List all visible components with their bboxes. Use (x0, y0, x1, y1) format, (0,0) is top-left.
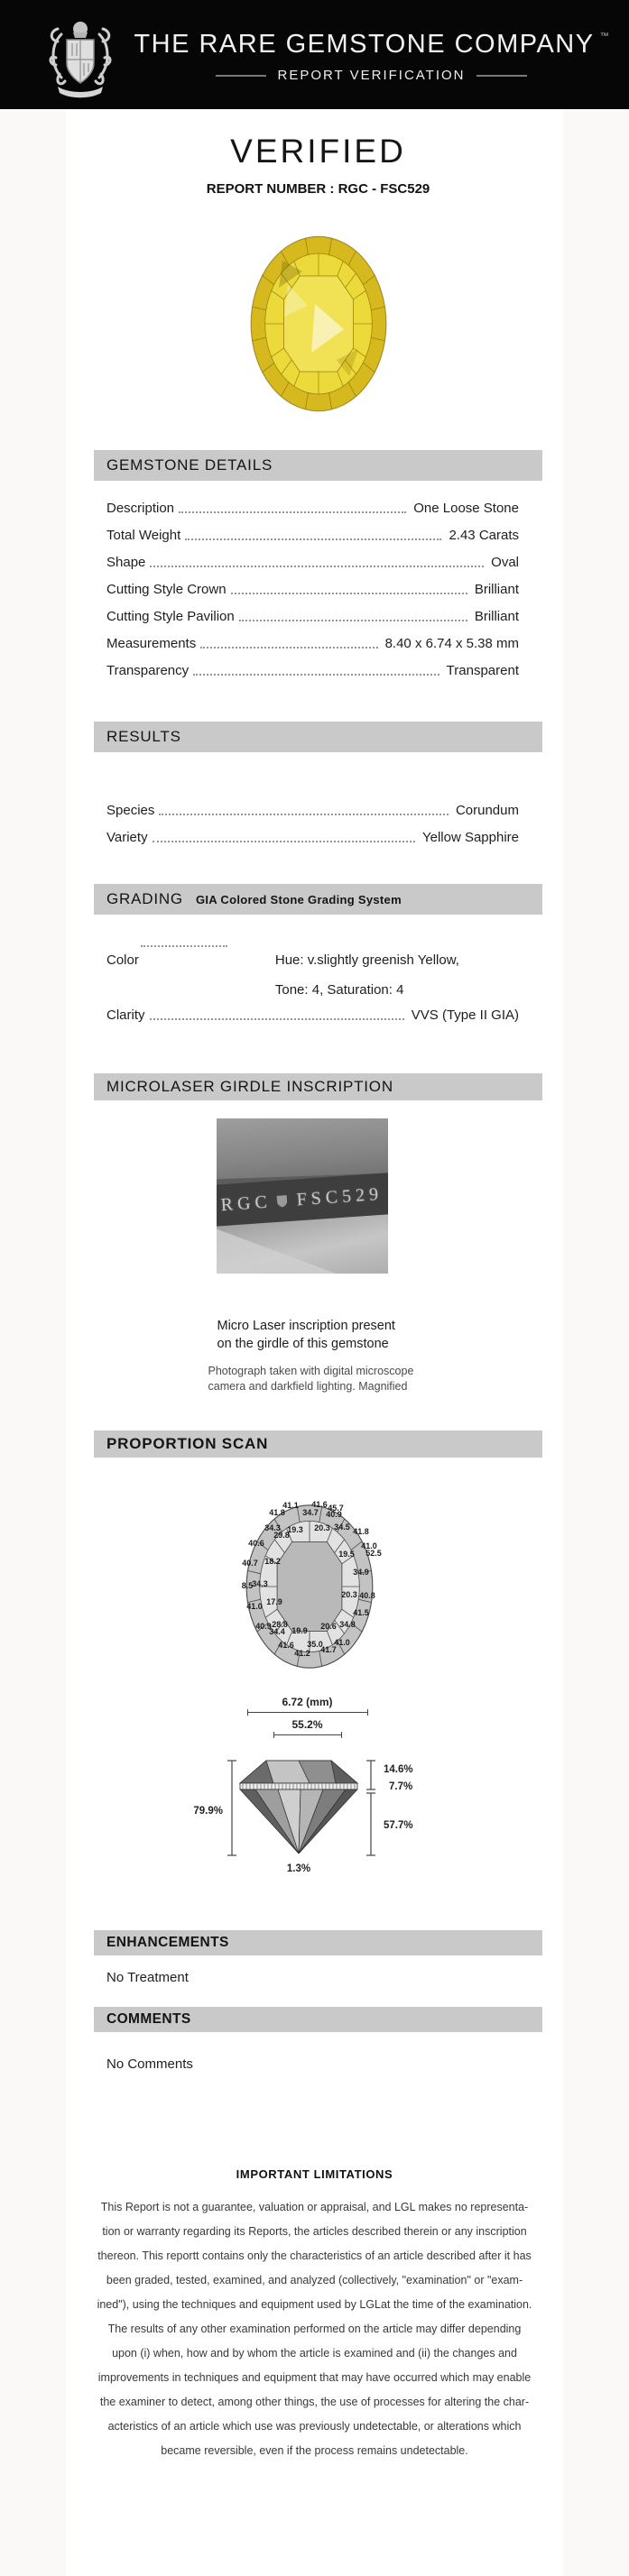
caption-line-1: Micro Laser inscription present (217, 1319, 395, 1333)
facet-value-label: 18.2 (264, 1557, 281, 1566)
dotted-leader (231, 593, 467, 594)
limitations-line: been graded, tested, examined, and analyzed (collectively, "examination" or "exam- (106, 2274, 523, 2286)
grading-title: GRADING (106, 890, 183, 907)
facet-value-label: 20.6 (319, 1622, 337, 1631)
dotted-leader (159, 814, 449, 815)
clarity-label: Clarity (106, 1007, 145, 1023)
comments-value: No Comments (106, 2056, 193, 2072)
limitations-line: acteristics of an article which use was previously undetectable, or alterations which (107, 2420, 522, 2433)
facet-value-label: 17.9 (265, 1597, 282, 1606)
width-mm-label: 6.72 (mm) (282, 1696, 333, 1708)
limitations-paragraph (66, 2195, 563, 2463)
dotted-leader (150, 566, 484, 567)
dotted-leader (193, 674, 439, 676)
facet-value-label: 41.6 (277, 1641, 294, 1650)
report-verification-subtitle (216, 68, 526, 83)
grading-subtitle: GIA Colored Stone Grading System (195, 893, 402, 906)
facet-value-label: 35.0 (306, 1640, 323, 1649)
detail-row (106, 501, 519, 516)
limitations-line: The results of any other examination performed on the article may differ depending (107, 2323, 522, 2335)
facet-value-label: 34.3 (251, 1579, 268, 1588)
facet-value-label: 41.7 (319, 1645, 337, 1654)
detail-row (106, 528, 519, 543)
facet-value-label: 40.8 (358, 1591, 375, 1600)
company-crest-logo (47, 18, 114, 101)
facet-value-label: 52.5 (365, 1549, 382, 1558)
proportion-top-view-diagram (165, 1494, 454, 1676)
detail-row (106, 609, 519, 624)
facet-value-label: 34.3 (264, 1523, 281, 1532)
facet-value-label: 41.6 (310, 1500, 328, 1509)
facet-value-label: 34.9 (352, 1568, 369, 1577)
detail-label: Variety (106, 830, 148, 845)
detail-label: Cutting Style Crown (106, 582, 227, 597)
color-row (94, 945, 542, 1005)
inscription-crest-icon (275, 1194, 288, 1209)
inscription-text-right: FSC529 (295, 1183, 384, 1210)
dotted-leader (153, 841, 415, 842)
enhancements-value: No Treatment (106, 1970, 189, 1985)
limitations-line: thereon. This reportt contains only the characteristics of an article described after it has (97, 2249, 532, 2262)
section-bar-inscription: MICROLASER GIRDLE INSCRIPTION (94, 1073, 542, 1100)
crown-girdle-bracket (366, 1761, 375, 1789)
detail-row (106, 555, 519, 570)
width-mm-line (247, 1709, 368, 1716)
section-bar-grading (94, 884, 542, 915)
header (0, 0, 629, 109)
table-pct-label: 55.2% (291, 1718, 323, 1731)
section-bar-enhancements: ENHANCEMENTS (94, 1930, 542, 1955)
facet-value-label: 41.5 (352, 1608, 369, 1617)
dotted-leader (141, 945, 227, 947)
clarity-row-wrap (94, 1007, 542, 1023)
facet-value-label: 45.7 (327, 1504, 344, 1513)
limitations-line: upon (i) when, how and by whom the article is examined and (ii) the changes and (112, 2347, 517, 2360)
facet-value-label: 41.0 (360, 1541, 377, 1550)
company-name: THE RARE GEMSTONE COMPANY (134, 30, 595, 59)
facet-value-label: 19.3 (286, 1525, 303, 1534)
detail-row (106, 582, 519, 597)
detail-value: One Loose Stone (413, 501, 519, 516)
facet-value-label: 19.5 (338, 1550, 355, 1559)
facet-value-label: 41.8 (268, 1508, 285, 1517)
detail-row (106, 803, 519, 818)
facet-value-label: 28.8 (271, 1620, 288, 1629)
detail-label: Cutting Style Pavilion (106, 609, 235, 624)
pavilion-bracket (366, 1793, 375, 1855)
facet-value-label: 34.4 (268, 1627, 285, 1636)
facet-value-label: 40.7 (241, 1559, 258, 1568)
facet-value-label: 20.3 (313, 1523, 330, 1532)
limitations-line: the examiner to detect, among other things, the use of processes for altering the char- (99, 2396, 530, 2408)
detail-row (106, 636, 519, 651)
report-number: REPORT NUMBER : RGC - FSC529 (206, 181, 430, 197)
facet-value-label: 40.6 (247, 1539, 264, 1548)
culet-label: 1.3% (286, 1863, 310, 1874)
detail-label: Species (106, 803, 155, 818)
total-depth-label: 79.9% (192, 1806, 223, 1817)
total-depth-bracket (227, 1761, 236, 1855)
detail-label: Description (106, 501, 175, 516)
width-measurements (83, 1696, 532, 1741)
detail-row (106, 830, 519, 845)
limitations-line: tion or warranty regarding its Reports, the articles described therein or any inscription (102, 2225, 527, 2238)
caption-line-2: on the girdle of this gemstone (217, 1337, 389, 1351)
gemstone-photo (94, 227, 542, 420)
detail-value: Oval (491, 555, 519, 570)
section-bar-results: RESULTS (94, 722, 542, 752)
report-page (66, 109, 563, 2576)
color-value-hue: Hue: v.slightly greenish Yellow, (274, 952, 459, 968)
subtitle-rule-right (476, 75, 527, 77)
limitations-title: IMPORTANT LIMITATIONS (236, 2167, 393, 2181)
trademark-symbol: ™ (599, 32, 609, 41)
subtitle-rule-left (216, 75, 266, 77)
facet-value-label: 40.9 (254, 1622, 272, 1631)
detail-value: Transparent (446, 663, 519, 678)
girdle-label: 7.7% (388, 1781, 412, 1792)
detail-label: Measurements (106, 636, 197, 651)
dotted-leader (185, 538, 441, 540)
table-pct-line (273, 1732, 342, 1738)
facet-value-label: 41.8 (352, 1527, 369, 1536)
results-rows (94, 803, 542, 845)
clarity-value: VVS (Type II GIA) (411, 1007, 519, 1023)
girdle-inscription-photo (217, 1118, 388, 1274)
dotted-leader (200, 647, 377, 649)
facet-value-label: 34.8 (338, 1620, 356, 1629)
section-bar-gemstone-details: GEMSTONE DETAILS (94, 450, 542, 481)
dotted-leader (239, 620, 467, 621)
inscription-subcaption (208, 1364, 421, 1394)
dotted-leader (179, 511, 406, 513)
color-label: Color (106, 952, 139, 968)
facet-value-label: 34.5 (333, 1523, 350, 1532)
detail-value: 2.43 Carats (449, 528, 519, 543)
facet-value-label: 40.9 (325, 1510, 342, 1519)
section-bar-comments: COMMENTS (94, 2007, 542, 2032)
limitations-line: became reversible, even if the process remains undetectable. (161, 2444, 468, 2457)
facet-value-label: 20.3 (340, 1590, 357, 1599)
facet-value-label: 19.9 (291, 1626, 308, 1635)
detail-label: Shape (106, 555, 146, 570)
inscription-text-left: RGC (220, 1191, 273, 1216)
limitations-line: This Report is not a guarantee, valuation or appraisal, and LGL makes no representa- (100, 2201, 529, 2213)
detail-label: Total Weight (106, 528, 181, 543)
crown-height-label: 14.6% (383, 1764, 413, 1775)
inscription-caption (217, 1317, 412, 1353)
limitations-line: improvements in techniques and equipment that may have occurred which may enable (97, 2371, 532, 2384)
gemstone-details-rows (94, 501, 542, 678)
detail-value: Brilliant (474, 582, 519, 597)
detail-value: Corundum (455, 803, 519, 818)
detail-value: 8.40 x 6.74 x 5.38 mm (384, 636, 519, 651)
subtitle-text: REPORT VERIFICATION (277, 68, 466, 83)
dotted-leader (150, 1018, 404, 1020)
yellow-sapphire-image (174, 227, 463, 420)
facet-value-label: 41.1 (282, 1501, 299, 1510)
color-value-tone: Tone: 4, Saturation: 4 (274, 982, 404, 998)
facet-value-label: 41.0 (333, 1638, 350, 1647)
facet-value-label: 8.5 (241, 1581, 253, 1590)
facet-value-label: 41.2 (293, 1649, 310, 1658)
detail-value: Brilliant (474, 609, 519, 624)
pavilion-depth-label: 57.7% (383, 1820, 413, 1831)
subcaption-line-1: Photograph taken with digital microscope (208, 1365, 414, 1377)
detail-value: Yellow Sapphire (421, 830, 519, 845)
section-bar-proportion-scan: PROPORTION SCAN (94, 1431, 542, 1458)
detail-label: Transparency (106, 663, 190, 678)
clarity-row (106, 1007, 519, 1023)
facet-value-label: 29.8 (273, 1531, 290, 1540)
subcaption-line-2: camera and darkfield lighting. Magnified (208, 1380, 408, 1393)
facet-value-label: 41.0 (245, 1602, 263, 1611)
facet-value-label: 34.7 (301, 1508, 319, 1517)
detail-row (106, 663, 519, 678)
proportion-profile-diagram (156, 1743, 463, 1876)
verified-status: VERIFIED (230, 133, 406, 170)
limitations-line: ined"), using the techniques and equipment used by LGLat the time of the examination. (97, 2298, 532, 2311)
